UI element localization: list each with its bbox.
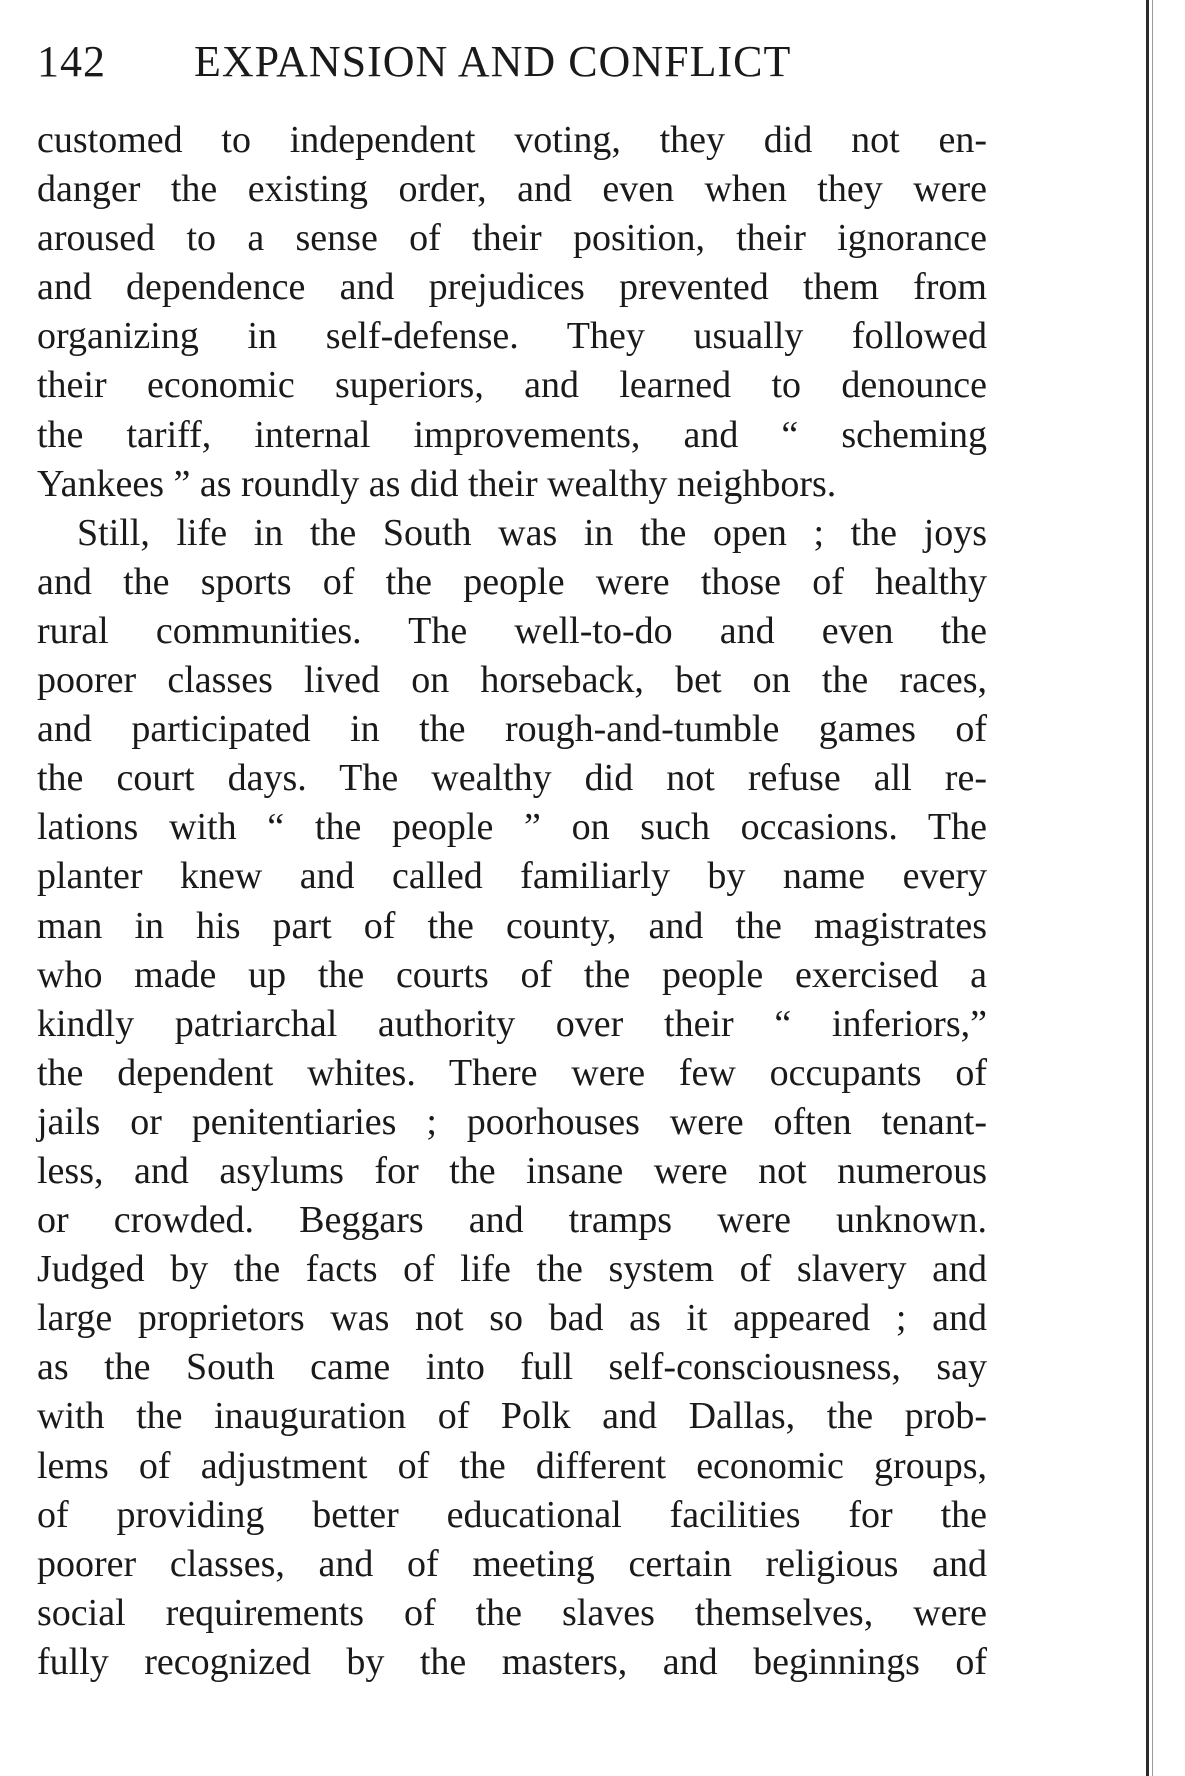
- text-line: large proprietors was not so bad as it appeared ; and: [37, 1297, 987, 1340]
- text-line: Judged by the facts of life the system of slavery and: [37, 1248, 987, 1291]
- text-line: danger the existing order, and even when they were: [37, 168, 987, 211]
- text-line: lems of adjustment of the different economic groups,: [37, 1444, 987, 1487]
- text-line: customed to independent voting, they did not en-: [37, 119, 987, 161]
- text-line: Yankees ” as roundly as did their wealthy neighbors.: [37, 462, 837, 505]
- text-line: their economic superiors, and learned to denounce: [37, 364, 987, 407]
- text-line: social requirements of the slaves themselves, were: [37, 1591, 987, 1634]
- running-title: EXPANSION AND CONFLICT: [194, 37, 792, 86]
- text-line: kindly patriarchal authority over their “ inferiors,”: [37, 1002, 987, 1045]
- text-line: who made up the courts of the people exercised a: [37, 953, 987, 996]
- text-line: poorer classes lived on horseback, bet on the races,: [37, 659, 987, 702]
- text-line: with the inauguration of Polk and Dallas, the prob-: [37, 1395, 987, 1438]
- page-number: 142: [37, 37, 106, 86]
- text-line: lations with “ the people ” on such occasions. The: [37, 806, 987, 849]
- text-line: of providing better educational facilities for the: [37, 1493, 987, 1536]
- text-line: aroused to a sense of their position, their ignorance: [37, 217, 987, 260]
- text-line: the dependent whites. There were few occupants of: [37, 1051, 987, 1094]
- page-edge-shadow: [1152, 0, 1153, 1776]
- text-line: jails or penitentiaries ; poorhouses were often tenant-: [37, 1100, 987, 1143]
- text-line: planter knew and called familiarly by name every: [37, 855, 987, 898]
- text-line: man in his part of the county, and the magistrates: [37, 904, 987, 947]
- page-edge-rule: [1146, 0, 1149, 1776]
- body-text: [37, 116, 987, 1687]
- text-line: and the sports of the people were those of healthy: [37, 560, 987, 603]
- text-line: as the South came into full self-consciousness, say: [37, 1346, 987, 1389]
- text-line: rural communities. The well-to-do and even the: [37, 609, 987, 652]
- text-line: or crowded. Beggars and tramps were unknown.: [37, 1199, 987, 1242]
- text-line: poorer classes, and of meeting certain religious and: [37, 1542, 987, 1585]
- text-line: and dependence and prejudices prevented them from: [37, 266, 987, 309]
- text-line: the tariff, internal improvements, and “ scheming: [37, 413, 987, 456]
- text-line: organizing in self-defense. They usually followed: [37, 315, 987, 358]
- text-line: fully recognized by the masters, and beginnings of: [37, 1640, 987, 1683]
- text-line: Still, life in the South was in the open ; the joys: [77, 511, 987, 554]
- page-header: [37, 36, 987, 96]
- text-line: the court days. The wealthy did not refuse all re-: [37, 757, 987, 800]
- text-line: less, and asylums for the insane were not numerous: [37, 1149, 987, 1192]
- text-line: and participated in the rough-and-tumble games of: [37, 708, 987, 751]
